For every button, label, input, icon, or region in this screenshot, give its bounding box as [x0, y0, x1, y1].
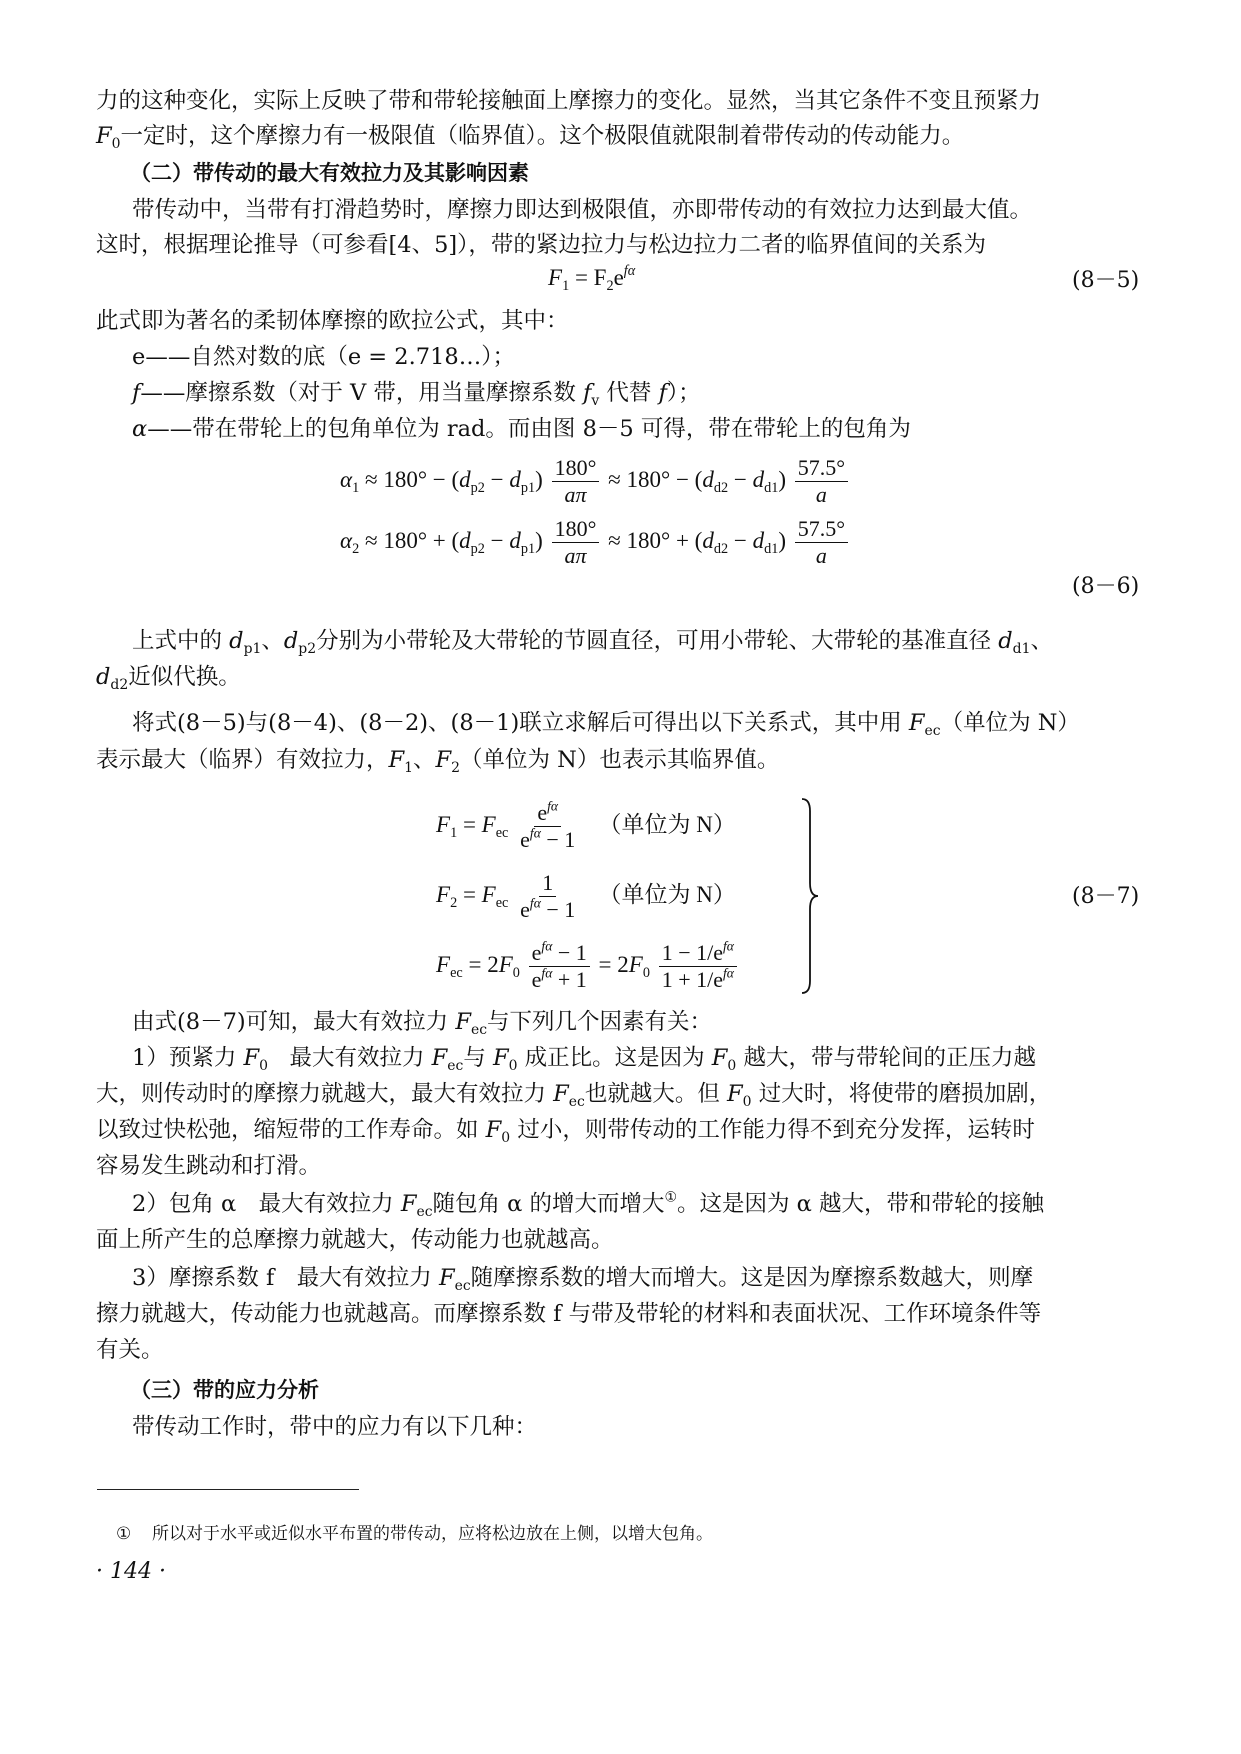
equation-number: (8－5) [1072, 268, 1140, 293]
paragraph-line: 大，则传动时的摩擦力就越大，最大有效拉力 $F_{ec}$也就越大。但 $F_0$ 过大时，将使带的磨损加剧， [96, 1081, 1052, 1110]
equation-8-6-line1: $\alpha_1 \approx 180^\circ - (d_{p2} - d_{p1})$ $\frac{180^\circ}{a\pi}$ ≈ $180^\circ - (d_{d2} - d_{d1})$ $\frac{57.5^\circ}{a}$ [340, 455, 851, 508]
paragraph-line: 擦力就越大，传动能力也就越高。而摩擦系数 f 与带及带轮的材料和表面状况、工作环境条件等 [96, 1301, 1042, 1327]
fraction: $\frac{1}{e^{f\alpha} - 1}$ [520, 870, 576, 922]
paragraph-line: 将式(8－5)与(8－4)、(8－2)、(8－1)联立求解后可得出以下关系式，其中用 $F_{ec}$（单位为 N） [132, 710, 1080, 739]
footnote-reference[interactable]: ① [664, 1189, 678, 1206]
paragraph-line: 有关。 [96, 1337, 164, 1363]
paragraph-line: $F_0$一定时，这个摩擦力有一极限值（临界值）。这个极限值就限制着带传动的传动能力。 [96, 123, 965, 152]
page-number: · 144 · [96, 1559, 166, 1584]
paragraph-line: 由式(8－7)可知，最大有效拉力 $F_{ec}$与下列几个因素有关： [132, 1009, 713, 1038]
fraction: $\frac{e^{f\alpha}}{e^{f\alpha} - 1}$ [520, 798, 576, 852]
fraction: $\frac{180^\circ}{a\pi}$ [552, 455, 600, 508]
equation-8-7-line2: $F_2 = F_{ec}$ $\frac{1}{e^{f\alpha} - 1}$ （单位为 N） [436, 870, 736, 922]
paragraph-line: $d_{d2}$近似代换。 [96, 664, 241, 693]
paragraph-line: 带传动中，当带有打滑趋势时，摩擦力即达到极限值，亦即带传动的有效拉力达到最大值。 [132, 197, 1033, 223]
definition-e: e——自然对数的底（e = 2.718…）； [132, 344, 515, 370]
footnote-marker: ① [116, 1524, 132, 1544]
fraction: $\frac{1 - 1/e^{f\alpha}}{1 + 1/e^{f\alpha}}$ [659, 940, 737, 993]
definition-alpha: α——带在带轮上的包角单位为 rad。而由图 8－5 可得，带在带轮上的包角为 [132, 416, 911, 442]
equation-number: (8－6) [1072, 574, 1140, 599]
fraction: $\frac{57.5^\circ}{a}$ [795, 516, 848, 569]
equation-8-6-line2: $\alpha_2 \approx 180^\circ + (d_{p2} - d_{p1})$ $\frac{180^\circ}{a\pi}$ ≈ $180^\circ + (d_{d2} - d_{d1})$ $\frac{57.5^\circ}{a}$ [340, 516, 851, 569]
paragraph-line: 此式即为著名的柔韧体摩擦的欧拉公式，其中： [96, 308, 569, 334]
equation-brace [800, 797, 820, 995]
section-heading: （二）带传动的最大有效拉力及其影响因素 [130, 161, 529, 185]
paragraph-line: 面上所产生的总摩擦力就越大，传动能力也就越高。 [96, 1227, 614, 1253]
paragraph-line: 上式中的 $d_{p1}$、$d_{p2}$分别为小带轮及大带轮的节圆直径，可用小带轮、大带轮的基准直径 $d_{d1}$、 [132, 628, 1053, 657]
footnote-rule [97, 1489, 359, 1490]
equation-8-7-line1: $F_1 = F_{ec}$ $\frac{e^{f\alpha}}{e^{f\alpha} - 1}$ （单位为 N） [436, 798, 736, 852]
section-heading: （三）带的应力分析 [130, 1378, 319, 1402]
equation-number: (8－7) [1072, 884, 1140, 909]
paragraph-line: 以致过快松弛，缩短带的工作寿命。如 $F_0$ 过小，则带传动的工作能力得不到充分发挥，运转时 [96, 1117, 1035, 1146]
list-item-1: 1）预紧力 $F_0$ 最大有效拉力 $F_{ec}$与 $F_0$ 成正比。这是因为 $F_0$ 越大，带与带轮间的正压力越 [132, 1045, 1036, 1074]
paragraph-line: 表示最大（临界）有效拉力，$F_1$、$F_2$（单位为 N）也表示其临界值。 [96, 747, 780, 776]
paragraph-line: 这时，根据理论推导（可参看[4、5]），带的紧边拉力与松边拉力二者的临界值间的关系为 [96, 232, 986, 258]
paragraph-line: 容易发生跳动和打滑。 [96, 1153, 322, 1179]
footnote-text: 所以对于水平或近似水平布置的带传动，应将松边放在上侧，以增大包角。 [152, 1524, 713, 1544]
fraction: $\frac{57.5^\circ}{a}$ [795, 455, 848, 508]
equation-8-7-line3: $F_{ec} = 2F_0$ $\frac{e^{f\alpha} - 1}{e^{f\alpha} + 1}$ = $2F_0$ $\frac{1 - 1/e^{f\alpha}}{1 + 1/e^{f\alpha}}$ [436, 940, 740, 993]
fraction: $\frac{e^{f\alpha} - 1}{e^{f\alpha} + 1}$ [529, 940, 590, 993]
list-item-2: 2）包角 α 最大有效拉力 $F_{ec}$随包角 α 的增大而增大①。这是因为 α 越大，带和带轮的接触 [132, 1189, 1045, 1220]
definition-f: f——摩擦系数（对于 V 带，用当量摩擦系数 $f_v$ 代替 f）； [132, 380, 701, 409]
fraction: $\frac{180^\circ}{a\pi}$ [552, 516, 600, 569]
paragraph-line: 带传动工作时，带中的应力有以下几种： [132, 1414, 538, 1440]
equation-8-5: $F_1 = F_2e^{f\alpha}$ [548, 263, 636, 294]
list-item-3: 3）摩擦系数 f 最大有效拉力 $F_{ec}$随摩擦系数的增大而增大。这是因为摩擦系数越大，则摩 [132, 1265, 1034, 1294]
paragraph-line: 力的这种变化，实际上反映了带和带轮接触面上摩擦力的变化。显然，当其它条件不变且预紧力 [96, 88, 1042, 114]
